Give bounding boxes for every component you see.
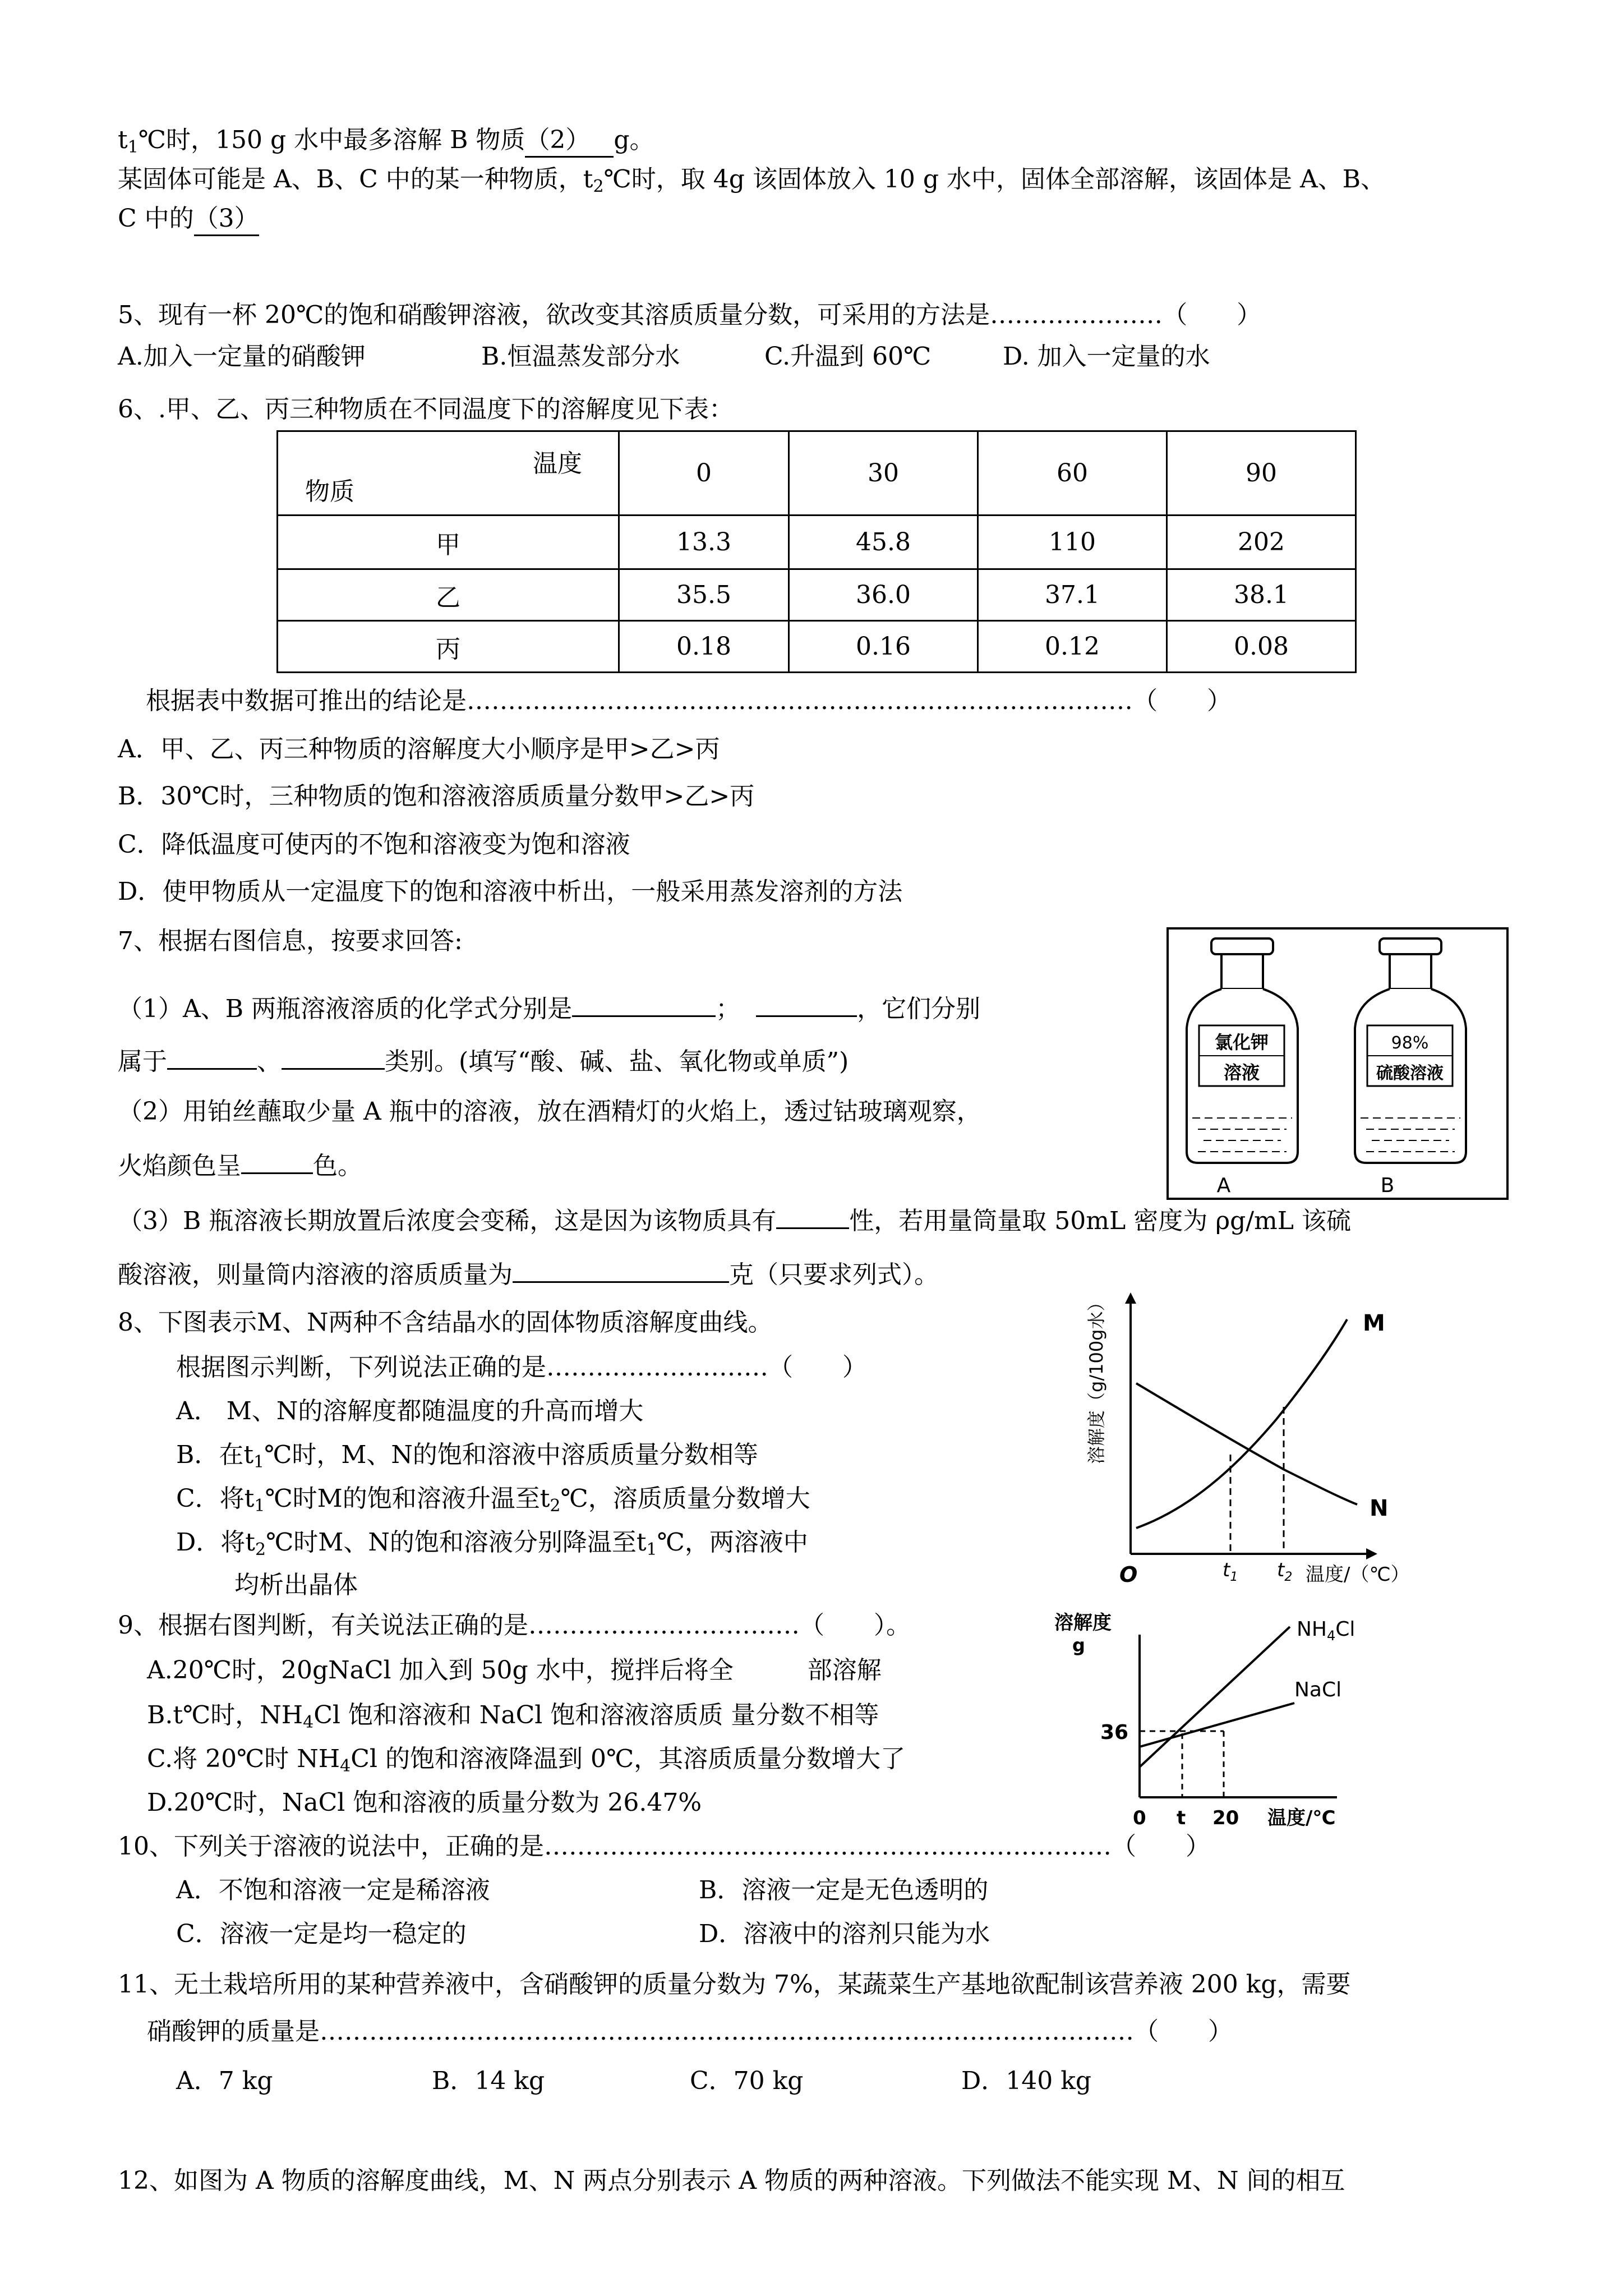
q8-option-d[interactable]: D．将$t_2℃$时M、N的饱和溶液分别降温至$t_1℃$，两溶液中: [176, 1528, 808, 1559]
table-row: [278, 516, 1356, 569]
q7-blank-formula-a[interactable]: [572, 991, 716, 1017]
q5-option-c[interactable]: C.升温到 60℃: [764, 342, 932, 371]
q8-option-d-cont: 均析出晶体: [234, 1571, 358, 1599]
x-axis-label: 温度/℃: [1267, 1807, 1336, 1829]
q8-option-a[interactable]: A． M、N的溶解度都随温度的升高而增大: [176, 1397, 644, 1425]
q9-option-b[interactable]: B.t℃时，$NH_4Cl$ 饱和溶液和 NaCl 饱和溶液溶质质 量分数不相等: [147, 1701, 879, 1732]
q12-stem: 12、如图为 A 物质的溶解度曲线，M、N 两点分别表示 A 物质的两种溶液。下列做法不能实现 M、N 间的相互: [118, 2166, 1345, 2195]
table-row: [278, 569, 1356, 621]
q9-option-a[interactable]: A.20℃时，20gNaCl 加入到 50g 水中，搅拌后将全 部溶解: [147, 1656, 882, 1685]
y36-label: 36: [1100, 1721, 1129, 1744]
table-cell: 36.0: [789, 569, 978, 621]
table-cell: 110: [978, 516, 1167, 569]
q6-stem: 6、.甲、乙、丙三种物质在不同温度下的溶解度见下表：: [118, 395, 734, 424]
solubility-table: [276, 430, 1357, 673]
q7-blank-category-b[interactable]: [282, 1043, 385, 1070]
table-row-name: 丙: [278, 621, 619, 673]
q7-part3-cont: 酸溶液，则量筒内溶液的溶质质量为 克（只要求列式）。: [118, 1257, 939, 1291]
q4-line1: $t_1℃$时，150 g 水中最多溶解 B 物质（2） g。: [118, 126, 654, 157]
bottle-b-caption: B: [1380, 1174, 1395, 1197]
bottle-a-caption: A: [1216, 1174, 1231, 1197]
x20-label: 20: [1212, 1807, 1239, 1829]
q10-stem: 10、下列关于溶液的说法中，正确的是……………………………………………………………（ ）: [118, 1832, 1210, 1861]
q7-part1: （1）A、B 两瓶溶液溶质的化学式分别是 ； ，它们分别: [118, 991, 980, 1025]
x-axis-label: 温度/（℃）: [1306, 1563, 1410, 1586]
q6-conclusion: 根据表中数据可推出的结论是………………………………………………………………………（ ）: [146, 687, 1232, 715]
table-header-temp: 60: [978, 431, 1167, 516]
q4-line2: 某固体可能是 A、B、C 中的某一种物质，$t_2℃$时，取 4g 该固体放入 10 g 水中，固体全部溶解，该固体是 A、B、: [118, 165, 1386, 196]
q7-part3: （3）B 瓶溶液长期放置后浓度会变稀，这是因为该物质具有 性，若用量筒量取 50mL 密度为 ρg/mL 该硫: [118, 1203, 1351, 1237]
reagent-bottles-figure: [1166, 927, 1509, 1200]
q7-blank-mass[interactable]: [513, 1257, 729, 1283]
table-cell: 37.1: [978, 569, 1167, 621]
q8-option-c[interactable]: C．将$t_1℃$时M的饱和溶液升温至$t_2℃$，溶质质量分数增大: [176, 1484, 810, 1516]
table-row: [278, 621, 1356, 673]
q7-blank-category-a[interactable]: [167, 1043, 257, 1070]
curve-n-label: N: [1370, 1496, 1389, 1521]
table-row-name: 甲: [278, 516, 619, 569]
y-axis-label: 溶解度: [1054, 1612, 1112, 1634]
nh4cl-nacl-solubility-figure: [1054, 1604, 1368, 1829]
q9-option-c[interactable]: C.将 20℃时 $NH_4Cl$ 的饱和溶液降温到 0℃，其溶质质量分数增大了: [147, 1745, 906, 1776]
table-cell: 45.8: [789, 516, 978, 569]
q7-blank-formula-b[interactable]: [756, 991, 857, 1017]
q6-option-c[interactable]: C．降低温度可使丙的不饱和溶液变为饱和溶液: [118, 830, 630, 859]
q10-option-b[interactable]: B．溶液一定是无色透明的: [699, 1876, 989, 1904]
xt-label: t: [1177, 1807, 1186, 1829]
corner-header-substance: 物质: [305, 477, 354, 506]
mn-solubility-figure: [1086, 1285, 1436, 1587]
q9-option-d[interactable]: D.20℃时，NaCl 饱和溶液的质量分数为 26.47%: [147, 1788, 702, 1817]
q5-option-b[interactable]: B.恒温蒸发部分水: [481, 342, 680, 371]
q8-stem: 8、下图表示M、N两种不含结晶水的固体物质溶解度曲线。: [118, 1308, 773, 1337]
table-row-name: 乙: [278, 569, 619, 621]
q4-blank-2[interactable]: （2）: [525, 125, 614, 158]
q8-judge: 根据图示判断，下列说法正确的是………………………（ ）: [176, 1353, 867, 1382]
q4-blank-3[interactable]: （3）: [194, 203, 259, 236]
x-axis-arrow: [1366, 1548, 1377, 1559]
origin-label: O: [1119, 1562, 1138, 1587]
q6-option-d[interactable]: D．使甲物质从一定温度下的饱和溶液中析出，一般采用蒸发溶剂的方法: [118, 877, 903, 906]
y-axis-label: 溶解度（g/100g水）: [1086, 1293, 1107, 1464]
x0-label: 0: [1133, 1807, 1146, 1829]
q11-stem-cont: 硝酸钾的质量是………………………………………………………………………………………（ ）: [147, 2017, 1233, 2046]
curve-nacl: [1140, 1703, 1294, 1747]
t2-label: $t_2$: [1277, 1559, 1293, 1584]
curve-m-label: M: [1363, 1310, 1385, 1336]
q9-stem: 9、根据右图判断，有关说法正确的是……………………………（ ）。: [118, 1611, 911, 1640]
q7-part1-cont: 属于 、 类别。(填写“酸、碱、盐、氧化物或单质”): [118, 1043, 849, 1078]
q8-option-b[interactable]: B．在$t_1℃$时，M、N的饱和溶液中溶质质量分数相等: [176, 1441, 758, 1472]
curve-nh4cl-label: $NH_4Cl$: [1297, 1618, 1355, 1644]
table-cell: 0.12: [978, 621, 1167, 673]
corner-header-temperature: 温度: [533, 449, 582, 478]
q11-option-c[interactable]: C．70 kg: [690, 2067, 804, 2095]
q11-option-d[interactable]: D．140 kg: [961, 2067, 1092, 2095]
q5-option-a[interactable]: A.加入一定量的硝酸钾: [118, 342, 366, 371]
q6-option-b[interactable]: B．30℃时，三种物质的饱和溶液溶质质量分数甲>乙>丙: [118, 782, 755, 811]
q5-option-d[interactable]: D. 加入一定量的水: [1003, 342, 1210, 371]
table-header-temp: 0: [619, 431, 789, 516]
curve-m: [1136, 1319, 1347, 1528]
q10-option-d[interactable]: D．溶液中的溶剂只能为水: [699, 1920, 990, 1948]
bottle-a-label-line2: 溶液: [1223, 1062, 1260, 1083]
q7-part2-cont: 火焰颜色呈 色。: [118, 1148, 362, 1182]
q7-part2: （2）用铂丝蘸取少量 A 瓶中的溶液，放在酒精灯的火焰上，透过钴玻璃观察，: [118, 1097, 981, 1126]
table-cell: 202: [1167, 516, 1356, 569]
table-header-temp: 90: [1167, 431, 1356, 516]
curve-nh4cl: [1140, 1627, 1290, 1767]
t1-label: $t_1$: [1223, 1559, 1238, 1584]
table-cell: 38.1: [1167, 569, 1356, 621]
table-header-temp: 30: [789, 431, 978, 516]
q10-option-a[interactable]: A．不饱和溶液一定是稀溶液: [176, 1876, 490, 1904]
q11-option-b[interactable]: B．14 kg: [432, 2067, 545, 2095]
table-cell: 0.08: [1167, 621, 1356, 673]
curve-n: [1136, 1383, 1357, 1504]
table-cell: 35.5: [619, 569, 789, 621]
bottle-b-label-line2: 硫酸溶液: [1376, 1064, 1444, 1083]
table-cell: 0.16: [789, 621, 978, 673]
q5-stem: 5、现有一杯 20℃的饱和硝酸钾溶液，欲改变其溶质质量分数，可采用的方法是…………………（ ）: [118, 301, 1262, 329]
table-cell: 0.18: [619, 621, 789, 673]
q7-blank-color[interactable]: [241, 1148, 313, 1174]
y-axis-unit: g: [1072, 1635, 1085, 1656]
bottle-b-label-line1: 98%: [1391, 1033, 1429, 1053]
y-axis-arrow: [1125, 1292, 1136, 1304]
q11-stem: 11、无土栽培所用的某种营养液中，含硝酸钾的质量分数为 7%，某蔬菜生产基地欲配制该营养液 200 kg，需要: [118, 1970, 1351, 1999]
q7-stem: 7、根据右图信息，按要求回答:: [118, 927, 463, 955]
q7-blank-property[interactable]: [776, 1203, 849, 1229]
q10-option-c[interactable]: C．溶液一定是均一稳定的: [176, 1920, 467, 1948]
q11-option-a[interactable]: A．7 kg: [176, 2067, 273, 2095]
table-corner-cell: [278, 431, 619, 516]
q4-line3: C 中的（3）: [118, 203, 259, 236]
q6-option-a[interactable]: A．甲、乙、丙三种物质的溶解度大小顺序是甲>乙>丙: [118, 735, 720, 763]
table-cell: 13.3: [619, 516, 789, 569]
curve-nacl-label: NaCl: [1294, 1678, 1342, 1701]
bottle-a-label-line1: 氯化钾: [1214, 1032, 1269, 1053]
